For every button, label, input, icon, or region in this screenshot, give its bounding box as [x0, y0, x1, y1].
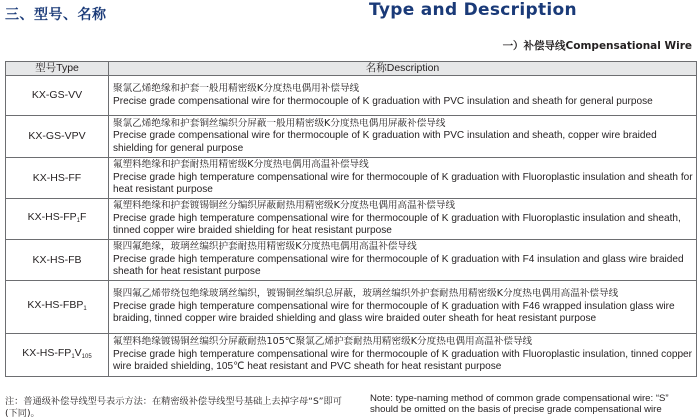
- description-english: Precise grade high temperature compensational wire for thermocouple of K graduation with F46 wrapped insulation glass wire braiding, tinned copper wire braided shielding and glass wire braided outer sheath for heat resistant purpose: [113, 300, 675, 325]
- description-chinese: 聚四氟绝缘，玻璃丝编织护套耐热用精密级K分度热电偶用高温补偿导线: [113, 241, 417, 253]
- note-english: Note: type-naming method of common grade compensational wire: “S” should be omitted on the basis of precise grade compensational wire: [370, 393, 669, 416]
- description-chinese: 聚四氟乙烯带绕包绝缘玻璃丝编织，镀锡铜丝编织总屏蔽，玻璃丝编织外护套耐热用精密级K分度热电偶用高温补偿导线: [113, 288, 619, 300]
- model-code-type-tail: F: [79, 210, 87, 223]
- note-chinese: 注：普通级补偿导线型号表示方法：在精密级补偿导线型号基础上去掉字母“S”即可(下同)。: [5, 396, 342, 419]
- model-code-type-main: KX-GS-VV: [31, 89, 83, 102]
- model-code-cell: [6, 158, 109, 199]
- description-cell: [109, 240, 697, 281]
- model-code-type-main: KX-HS-FBP: [27, 298, 84, 311]
- description-cell: [109, 334, 697, 377]
- description-chinese: 氟塑料绝缘和护套耐热用精密级K分度热电偶用高温补偿导线: [113, 159, 369, 171]
- description-english: Precise grade high temperature compensational wire for thermocouple of K graduation with Fluoroplastic insulation and sheath for heat resistant purpose: [113, 171, 693, 196]
- model-code-cell: [6, 240, 109, 281]
- page-title: Type and Description: [369, 0, 577, 20]
- description-english: Precise grade high temperature compensational wire for thermocouple of K graduation with Fluoroplastic insulation, tinned copper wire braided shielding, 105℃ heat resistant and PVC sheath for heat resistant purpose: [113, 348, 693, 373]
- table-row: [6, 240, 697, 281]
- description-chinese: 聚氯乙烯绝缘和护套铜丝编织分屏蔽一般用精密级K分度热电偶用屏蔽补偿导线: [113, 117, 446, 129]
- table-row: [6, 334, 697, 377]
- model-code-cell: [6, 199, 109, 240]
- model-code-type-main: KX-HS-FP: [22, 346, 72, 359]
- description-chinese: 氟塑料绝缘和护套镀锡铜丝分编织屏蔽耐热用精密级K分度热电偶用高温补偿导线: [113, 200, 456, 212]
- description-english: Precise grade compensational wire for thermocouple of K graduation with PVC insulation and sheath, copper wire braided shielding for general purpose: [113, 130, 657, 154]
- description-chinese: 聚氯乙烯绝缘和护套一般用精密级K分度热电偶用补偿导线: [113, 83, 360, 94]
- table-row: [6, 116, 697, 158]
- description-cell: [109, 76, 697, 116]
- model-code-type-sub: 1: [71, 353, 75, 360]
- section-subtitle: 一）补偿导线Compensational Wire: [502, 40, 692, 52]
- table-row: [6, 158, 697, 199]
- model-code-type-main: KX-HS-FB: [32, 253, 82, 266]
- description-cell: [109, 158, 697, 199]
- model-code-cell: [6, 281, 109, 334]
- description-cell: [109, 199, 697, 240]
- description-english: Precise grade compensational wire for thermocouple of K graduation with PVC insulation and sheath for general purpose: [113, 95, 653, 107]
- column-header-description: 名称Description: [109, 62, 697, 76]
- description-english: Precise grade high temperature compensational wire for thermocouple of K graduation with Fluoroplastic insulation and sheath, tinned copper wire braided shielding for heat resistant purpose: [113, 212, 681, 237]
- table-header-row: [6, 62, 697, 76]
- model-code-type-main: KX-HS-FP: [27, 210, 77, 223]
- model-code-type-main: KX-HS-FF: [32, 171, 82, 184]
- table-row: [6, 199, 697, 240]
- model-code-type-main: KX-GS-VPV: [28, 130, 86, 143]
- model-code-type-sub: 1: [76, 217, 80, 224]
- model-code-type-sub: 1: [83, 305, 87, 312]
- model-code-cell: [6, 76, 109, 116]
- model-code-type-tail: V: [74, 346, 82, 359]
- table-row: [6, 281, 697, 334]
- description-cell: [109, 281, 697, 334]
- table-row: [6, 76, 697, 116]
- model-code-type-sub2: 105: [81, 353, 92, 360]
- section-title: 三、型号、名称: [5, 7, 107, 23]
- model-code-cell: [6, 334, 109, 377]
- description-chinese: 氟塑料绝缘镀锡铜丝编织分屏蔽耐热105℃聚氯乙烯护套耐热用精密级K分度热电偶用高温补偿导线: [113, 336, 533, 348]
- description-english: Precise grade high temperature compensational wire for thermocouple of K graduation with F4 insulation and glass wire braided sheath for heat resistant purpose: [113, 253, 684, 278]
- type-description-table: [5, 61, 697, 377]
- description-cell: [109, 116, 697, 158]
- model-code-cell: [6, 116, 109, 158]
- column-header-type: 型号Type: [6, 62, 109, 76]
